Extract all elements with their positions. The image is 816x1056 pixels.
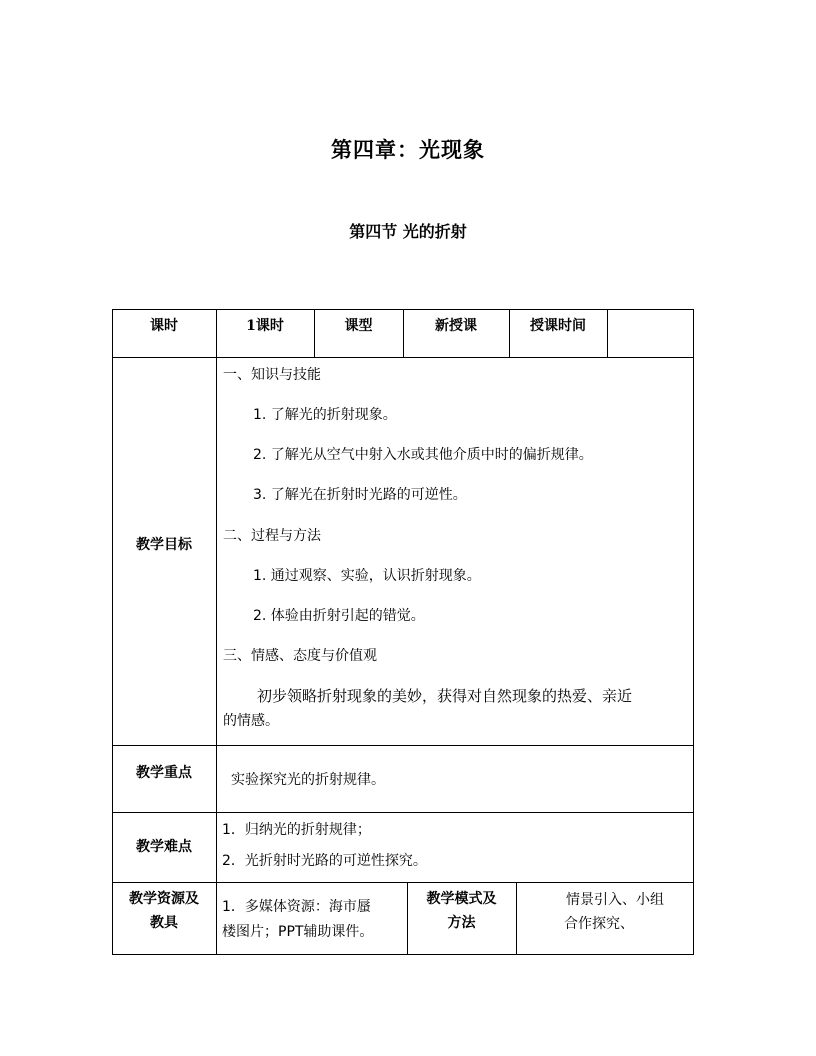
objective-item: 1. 了解光的折射现象。 — [253, 407, 397, 423]
table-rule — [216, 309, 217, 955]
teaching-mode-label-line: 方法 — [447, 915, 476, 931]
objective-item: 3. 了解光在折射时光路的可逆性。 — [253, 487, 467, 503]
objectives-heading-knowledge: 一、知识与技能 — [223, 367, 321, 383]
key-points-label: 教学重点 — [136, 765, 192, 781]
difficulty-item: 1．归纳光的折射规律； — [222, 822, 371, 838]
lesson-type-value: 新授课 — [435, 318, 477, 334]
lesson-type-label: 课型 — [344, 318, 373, 334]
table-rule — [112, 812, 694, 813]
teaching-mode-text-line: 情景引入、小组 — [566, 892, 664, 908]
resources-text-line: 1．多媒体资源：海市蜃 — [222, 899, 371, 915]
table-rule — [112, 745, 694, 746]
table-rule — [112, 882, 694, 883]
key-points-text: 实验探究光的折射规律。 — [231, 772, 385, 788]
class-hours-value: 1课时 — [246, 318, 284, 334]
table-rule — [607, 309, 608, 357]
teaching-mode-label-line: 教学模式及 — [426, 891, 497, 907]
objective-item: 2. 了解光从空气中射入水或其他介质中时的偏折规律。 — [253, 447, 593, 463]
objectives-label: 教学目标 — [136, 537, 192, 553]
resources-text-line: 楼图片；PPT辅助课件。 — [222, 924, 374, 940]
table-rule — [112, 357, 694, 358]
objective-paragraph-line: 的情感。 — [223, 713, 279, 729]
resources-label-line: 教学资源及 — [129, 891, 199, 907]
table-rule — [516, 882, 517, 955]
resources-label-line: 教具 — [150, 915, 178, 931]
class-hours-label: 课时 — [150, 318, 178, 334]
difficulty-item: 2．光折射时光路的可逆性探究。 — [222, 853, 427, 869]
objectives-heading-emotion: 三、情感、态度与价值观 — [223, 648, 377, 664]
chapter-title: 第四章：光现象 — [331, 137, 485, 162]
lesson-time-label: 授课时间 — [530, 318, 586, 334]
difficulties-label: 教学难点 — [136, 839, 192, 855]
objective-item: 1. 通过观察、实验，认识折射现象。 — [253, 568, 481, 584]
objectives-heading-process: 二、过程与方法 — [223, 528, 321, 544]
objective-item: 2. 体验由折射引起的错觉。 — [253, 608, 425, 624]
section-title: 第四节 光的折射 — [349, 222, 467, 241]
teaching-mode-text-line: 合作探究、 — [564, 916, 634, 932]
objective-paragraph-line: 初步领略折射现象的美妙，获得对自然现象的热爱、亲近 — [257, 687, 633, 705]
